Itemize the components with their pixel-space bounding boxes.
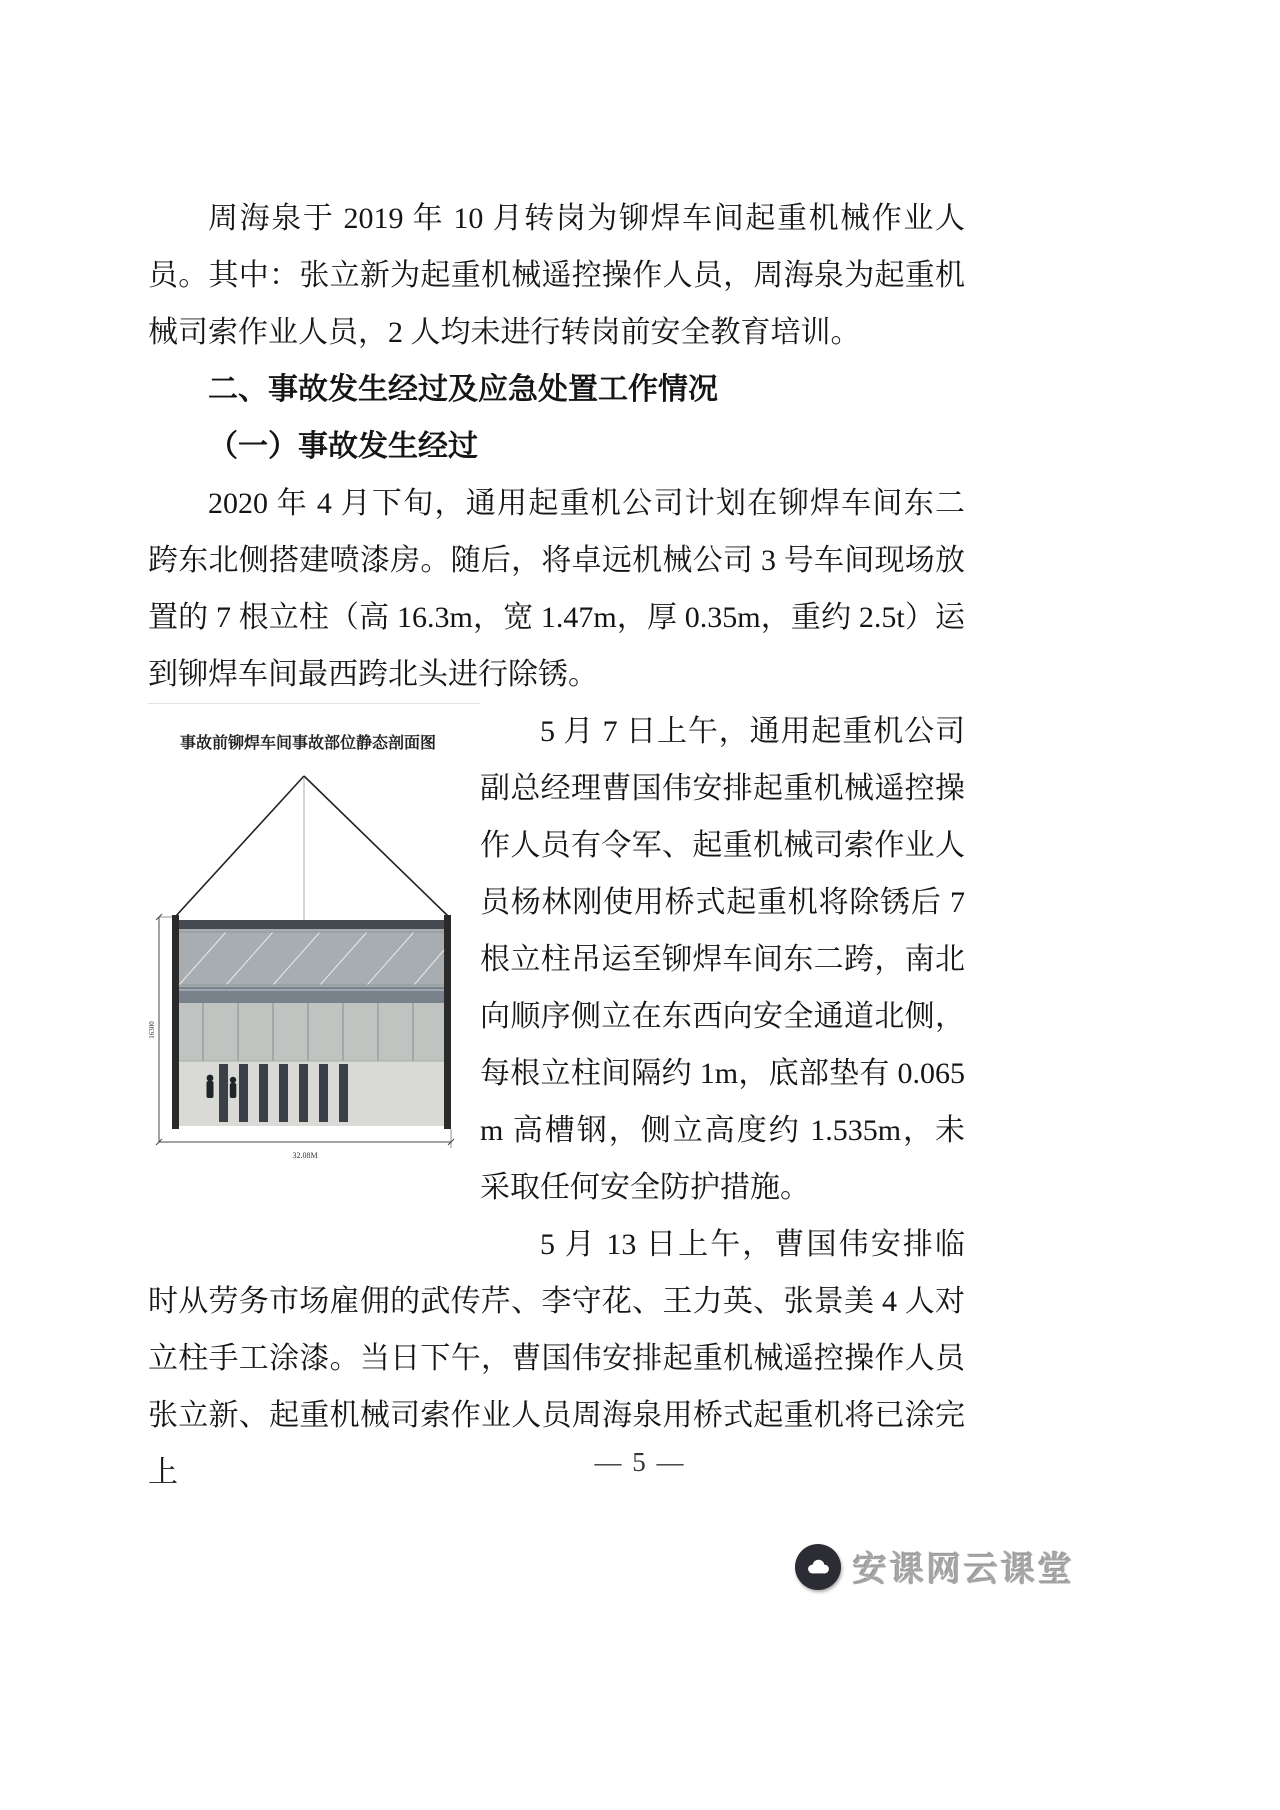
paragraph-may-7: 5 月 7 日上午，通用起重机公司副总经理曹国伟安排起重机械遥控操作人员有令军、起重机械司索作业人员杨林刚使用桥式起重机将除锈后 7 根立柱吊运至铆焊车间东二跨，南北向顺序侧立在东西向安全通道北侧，每根立柱间隔约 1m，底部垫有 0.065m 高槽钢，侧立高度约 1.535m，未采取任何安全防护措施。: [480, 715, 965, 1204]
figure-title: 事故前铆焊车间事故部位静态剖面图: [179, 735, 436, 752]
cross-section-diagram: [148, 760, 468, 1180]
subsection-heading-accident-course: （一）事故发生经过: [208, 430, 478, 463]
page-number: — 5 —: [594, 1447, 686, 1477]
paragraph-may-13: 5 月 13 日上午，曹国伟安排临时从劳务市场雇佣的武传芹、李守花、王力英、张景美 4 人对立柱手工涂漆。当日下午，曹国伟安排起重机械遥控操作人员张立新、起重机械司索作业人员周海泉用桥式起重机将已涂完上: [148, 1228, 965, 1489]
figure-cross-section: [148, 703, 480, 1248]
diagram-height-dimension: [148, 914, 172, 1142]
paragraph-transfer-training: 周海泉于 2019 年 10 月转岗为铆焊车间起重机械作业人员。其中：张立新为起重机械遥控操作人员，周海泉为起重机械司索作业人员，2 人均未进行转岗前安全教育培训。: [148, 202, 965, 349]
svg-text:32.08M: 32.08M: [292, 1151, 318, 1160]
diagram-width-dimension: [156, 1129, 454, 1160]
diagram-workshop-photo: [179, 920, 444, 1126]
diagram-roof-lines: [175, 776, 449, 917]
paragraph-preparation: 2020 年 4 月下旬，通用起重机公司计划在铆焊车间东二跨东北侧搭建喷漆房。随后，将卓远机械公司 3 号车间现场放置的 7 根立柱（高 16.3m，宽 1.47m，厚 0.35m，重约 2.5t）运到铆焊车间最西跨北头进行除锈。: [148, 487, 965, 691]
section-heading-accident-course: 二、事故发生经过及应急处置工作情况: [208, 373, 718, 406]
watermark-text: 安课网云课堂: [853, 1551, 1075, 1589]
watermark: [795, 1542, 1075, 1591]
svg-text:16300: 16300: [148, 1021, 156, 1039]
cloud-logo-icon: [795, 1544, 841, 1590]
